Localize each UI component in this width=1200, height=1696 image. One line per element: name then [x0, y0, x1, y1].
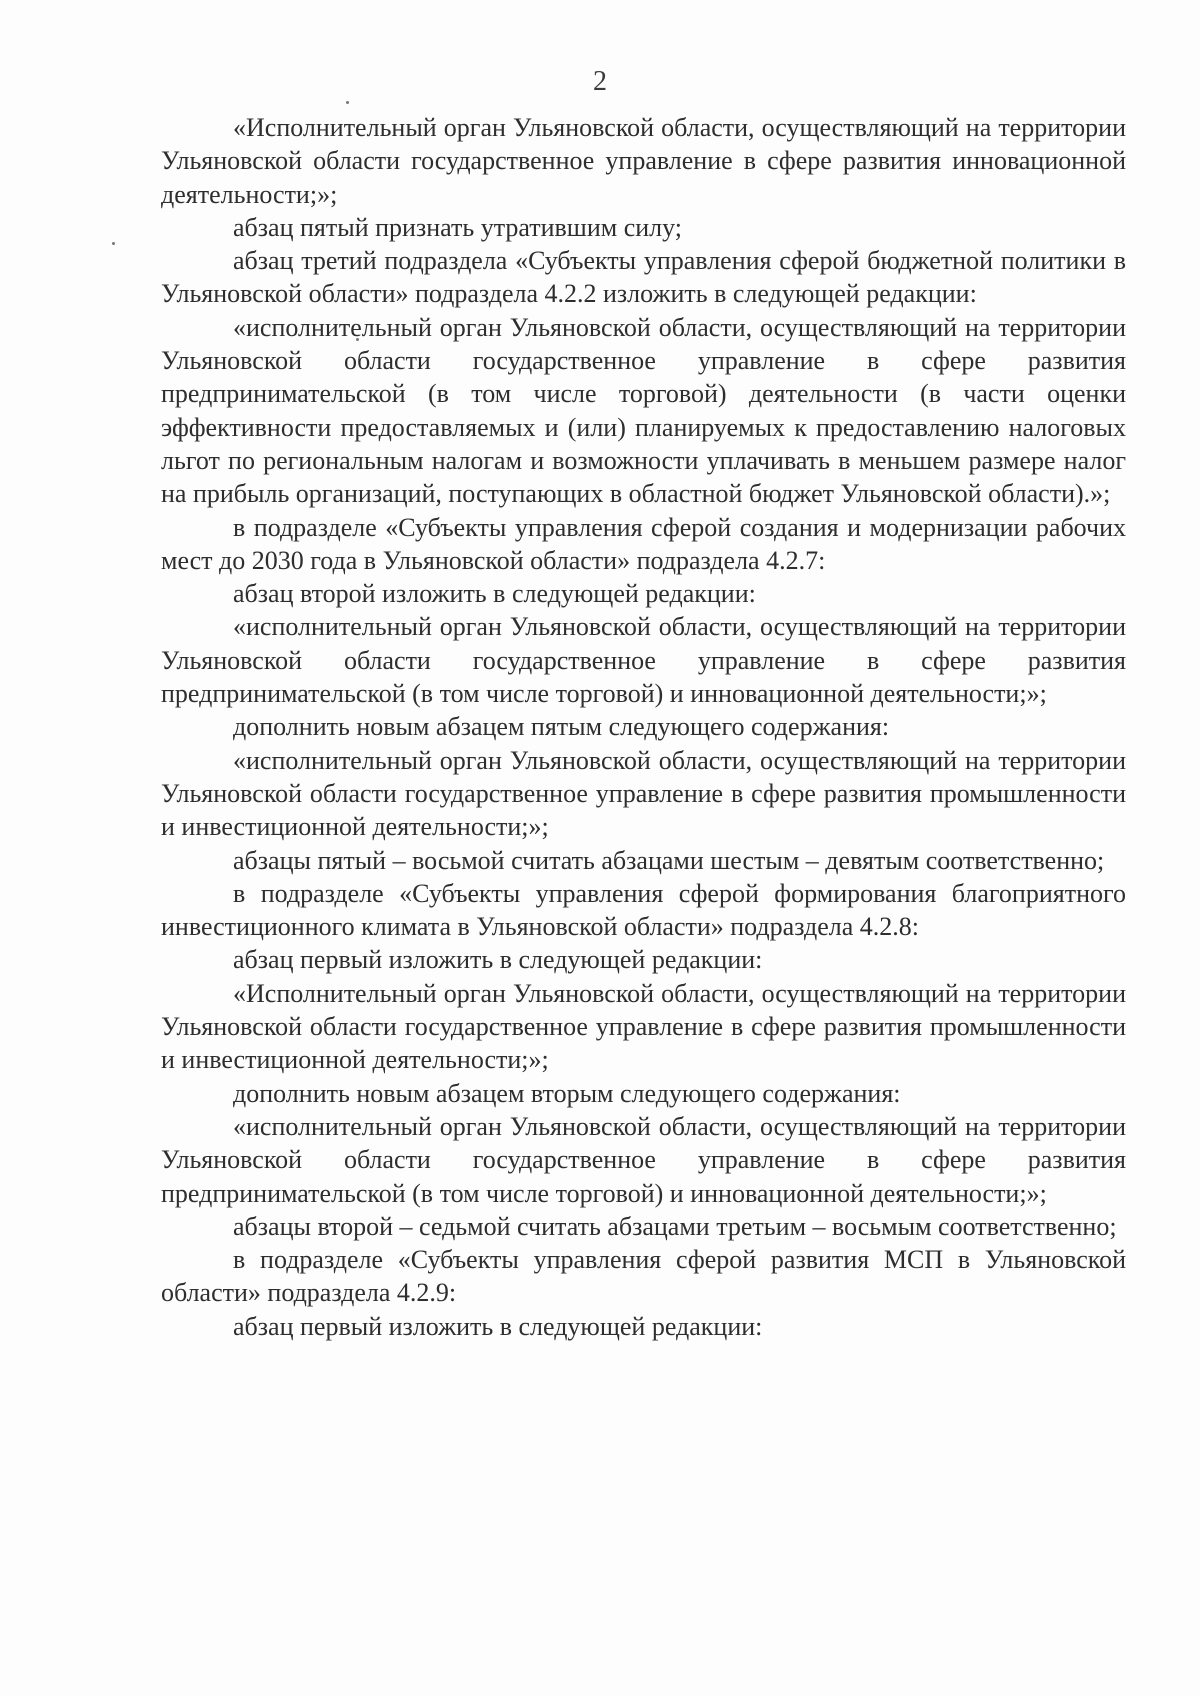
paragraph: абзац третий подраздела «Субъекты управления сферой бюджетной политики в Ульяновской области» подраздела 4.2.2 изложить в следующей редакции: — [161, 246, 1126, 309]
page-number: 2 — [593, 66, 607, 97]
paragraph: «исполнительный орган Ульяновской области, осуществляющий на территории Ульяновской области государственное управление в сфере развития предпринимательской (в том числе торговой) и инновационной деятельности;»; — [161, 612, 1126, 709]
paragraph: дополнить новым абзацем вторым следующего содержания: — [233, 1078, 901, 1108]
paragraph: «Исполнительный орган Ульяновской области, осуществляющий на территории Ульяновской области государственное управление в сфере развития промышленности и инвестиционной деятельности;»; — [161, 978, 1126, 1075]
paragraph: абзацы пятый – восьмой считать абзацами шестым – девятым соответственно; — [233, 845, 1105, 875]
paragraph: абзац второй изложить в следующей редакции: — [233, 579, 756, 609]
scan-speck — [112, 242, 115, 245]
paragraph: в подразделе «Субъекты управления сферой формирования благоприятного инвестиционного климата в Ульяновской области» подраздела 4.2.8: — [161, 878, 1126, 942]
paragraph: абзац первый изложить в следующей редакции: — [233, 1311, 763, 1341]
paragraph: в подразделе «Субъекты управления сферой создания и модернизации рабочих мест до 2030 года в Ульяновской области» подраздела 4.2.7: — [161, 512, 1126, 575]
paragraph: в подразделе «Субъекты управления сферой развития МСП в Ульяновской области» подраздела 4.2.9: — [161, 1245, 1126, 1308]
paragraph: абзацы второй – седьмой считать абзацами третьим – восьмым соответственно; — [233, 1211, 1117, 1241]
scan-speck — [346, 101, 349, 104]
paragraph: абзац пятый признать утратившим силу; — [233, 212, 683, 242]
paragraph: «Исполнительный орган Ульяновской области, осуществляющий на территории Ульяновской области государственное управление в сфере развития инновационной деятельности;»; — [161, 113, 1126, 209]
paragraph: дополнить новым абзацем пятым следующего содержания: — [233, 712, 890, 742]
document-body — [161, 111, 1126, 1343]
paragraph: «исполнительный орган Ульяновской области, осуществляющий на территории Ульяновской области государственное управление в сфере развития предпринимательской (в том числе торговой) и инновационной деятельности;»; — [161, 1111, 1126, 1208]
paragraph: «исполнительный орган Ульяновской области, осуществляющий на территории Ульяновской области государственное управление в сфере развития промышленности и инвестиционной деятельности;»; — [161, 745, 1126, 842]
paragraph: «исполнительный орган Ульяновской области, осуществляющий на территории Ульяновской области государственное управление в сфере развития предпринимательской (в том числе торговой) деятельности (в части оценки эффективности предоставляемых и (или) планируемых к предоставлению налоговых льгот по региональным налогам и возможности уплачивать в меньшем размере налог на прибыль организаций, поступающих в областной бюджет Ульяновской области).»; — [161, 312, 1126, 509]
paragraph: абзац первый изложить в следующей редакции: — [233, 945, 763, 975]
